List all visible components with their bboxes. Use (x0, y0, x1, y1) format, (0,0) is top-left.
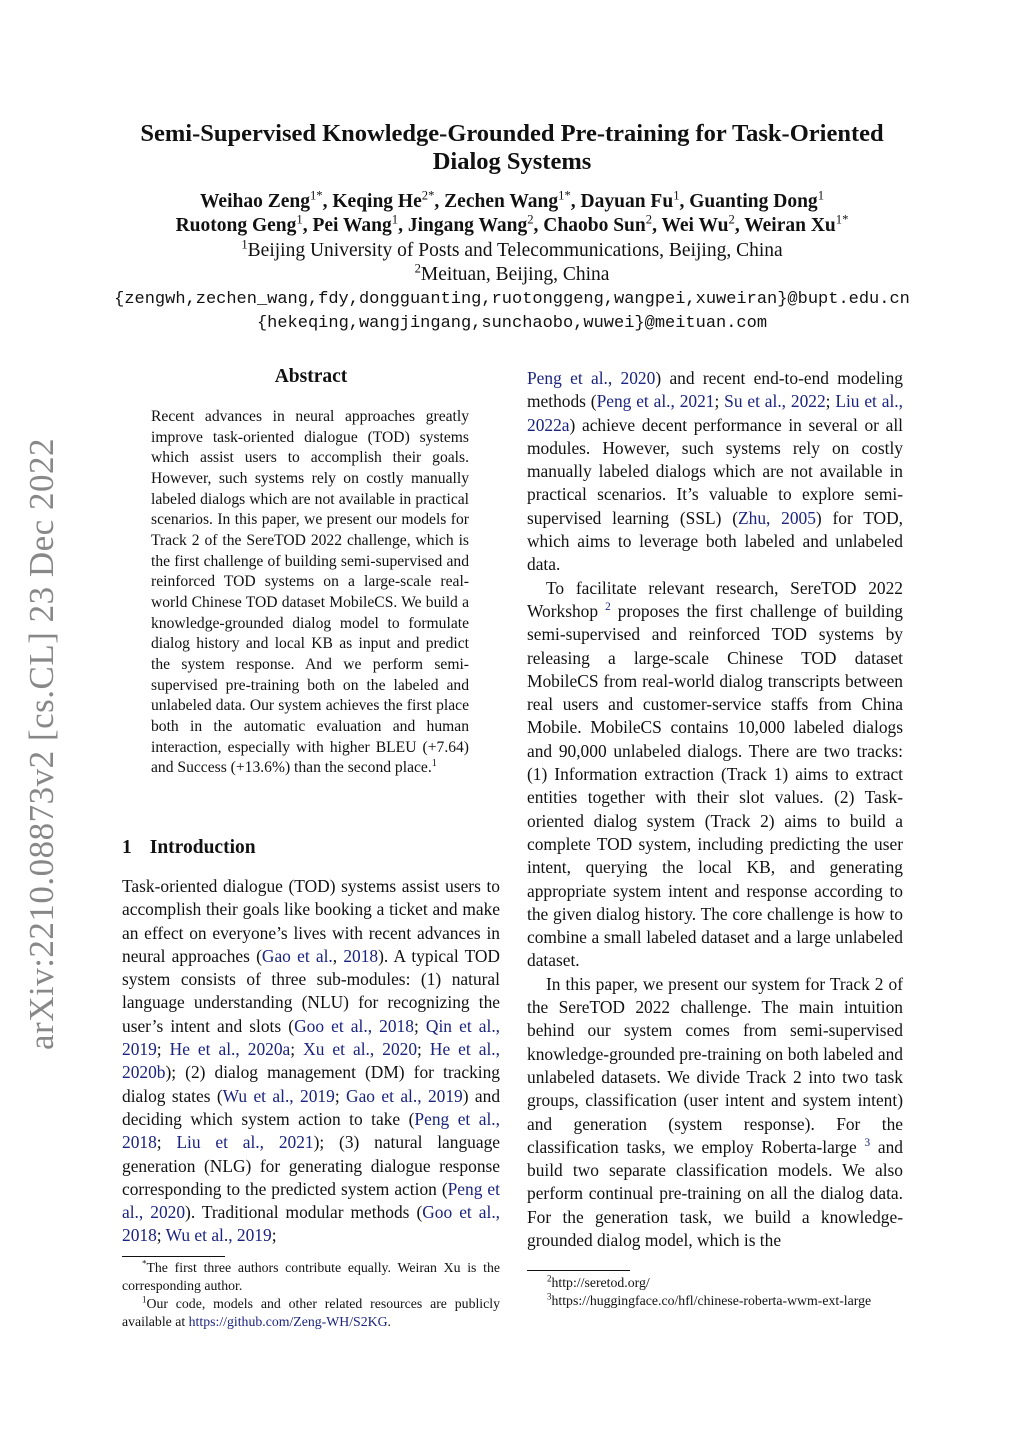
text-run: Task-oriented dialogue (TOD) systems assist users to accomplish their goals like booking a ticket and make an effect on everyone’s lives with recent advances in neural approaches ( (122, 876, 500, 966)
affiliation-1 (60, 239, 964, 263)
citation-link[interactable]: Gao et al., 2019 (346, 1085, 463, 1106)
author-line (60, 214, 964, 238)
citation-link[interactable]: Qin et al., 2019 (122, 1015, 501, 1060)
text-run: ; (825, 391, 836, 412)
text-run: ; (417, 1039, 430, 1060)
author-name: , Guanting Dong (679, 191, 818, 212)
author-name: , Weiran Xu (734, 215, 836, 236)
text-run: , (332, 945, 344, 966)
citation-link[interactable]: Peng et al., 2020 (527, 368, 656, 388)
author-affiliation-mark: 1 (817, 188, 825, 203)
abstract-heading: Abstract (274, 366, 348, 387)
author-affiliation-mark: 2 (645, 212, 653, 227)
citation-link[interactable]: Goo et al., 2018 (294, 1015, 414, 1036)
author-name: , Dayuan Fu (570, 191, 674, 212)
text-run: Recent advances in neural approaches greatly improve task-oriented dialogue (TOD) systems which assist users to accomplish their goals. However, such systems rely on costly manually labeled dialogs which are not available in practical scenarios. In this paper, we present our models for Track 2 of the SereTOD 2022 challenge, which is the first challenge of building semi-supervised and reinforced TOD systems on a large-scale real-world Chinese TOD dataset MobileCS. We build a knowledge-grounded dialog model to formulate dialog history and local KB as input and predict the system response. And we perform semi-supervised pre-training both on the labeled and unlabeled data. Our system achieves the first place both in the automatic evaluation and human interaction, especially with higher BLEU (+7.64) and Success (+13.6%) than the second place. (151, 408, 469, 777)
footnotes-right (527, 1274, 903, 1310)
paragraph (527, 367, 903, 577)
paragraph (527, 1274, 903, 1292)
citation-link[interactable]: 2018 (343, 945, 379, 966)
text-run: ). Traditional modular methods ( (185, 1202, 423, 1223)
affiliation-2 (60, 263, 964, 287)
citation-link[interactable]: Liu et al., 2022a (527, 391, 903, 435)
paragraph (527, 973, 903, 1253)
text-run: ); (2) dialog management (DM) for tracking dialog states ( (122, 1062, 500, 1106)
author-name: , Pei Wang (302, 215, 392, 236)
author-list (60, 190, 964, 238)
author-name: , Jingang Wang (398, 215, 528, 236)
citation-link[interactable]: https://github.com/Zeng-WH/S2KG (188, 1314, 388, 1329)
author-name: Ruotong Geng (175, 215, 297, 236)
citation-link[interactable]: Goo et al., 2018 (122, 1202, 501, 1246)
text-run: . (387, 1314, 391, 1329)
footnote-rule (527, 1270, 630, 1271)
text-run: ) and recent end-to-end modeling methods ( (527, 368, 903, 412)
text-run: https://huggingface.co/hfl/chinese-roberta-wwm-ext-large (551, 1293, 872, 1308)
author-affiliation-mark: 2* (421, 188, 435, 203)
aff-sup: 2 (414, 261, 421, 276)
text-run: ; (156, 1225, 166, 1246)
section-number: 1 (122, 837, 132, 858)
paragraph (527, 577, 903, 973)
text-run: Our code, models and other related resources are publicly available at (122, 1296, 500, 1329)
author-name: , Keqing He (322, 191, 422, 212)
author-affiliation-mark: 1 (673, 188, 680, 203)
citation-link[interactable]: Peng et al., 2020 (122, 1178, 500, 1223)
citation-link[interactable]: Su et al., 2022 (724, 391, 826, 412)
aff-text: Meituan, Beijing, China (420, 264, 610, 285)
left-column-body (122, 875, 500, 1248)
citation-link[interactable]: Peng et al., 2018 (122, 1108, 500, 1153)
citation-link[interactable]: Xu et al., 2020 (303, 1039, 418, 1060)
citation-link[interactable]: Wu et al., 2019 (222, 1085, 335, 1106)
title-line: Semi-Supervised Knowledge-Grounded Pre-training for Task-Oriented (140, 120, 884, 147)
author-affiliation-mark: 1* (835, 212, 849, 227)
arxiv-identifier: arXiv:2210.08873v2 [cs.CL] 23 Dec 2022 (22, 438, 61, 1050)
email-line-2: {hekeqing,wangjingang,sunchaobo,wuwei}@meituan.com (256, 314, 768, 333)
footnote-ref-link[interactable]: 2 (605, 601, 611, 614)
text-run: ) achieve decent performance in several or all modules. However, such systems rely on costly manually labeled dialogs which are not available in practical scenarios. It’s valuable to explore semi-supervised learning (SSL) ( (527, 414, 903, 528)
footnote-mark: 2 (547, 1273, 552, 1284)
footnote-mark: * (142, 1258, 147, 1269)
text-run: To facilitate relevant research, SereTOD 2022 Workshop (527, 577, 903, 621)
section-title: Introduction (149, 837, 256, 858)
author-name: , Zechen Wang (434, 191, 559, 212)
citation-link[interactable]: He et al., 2020a (169, 1039, 291, 1060)
right-column-body (527, 367, 903, 1252)
text-run: proposes the first challenge of building semi-supervised and reinforced TOD systems by releasing a large-scale Chinese TOD dataset MobileCS from real-world dialog transcripts between real users and customer-service staffs from China Mobile. MobileCS contains 10,000 labeled dialogs and 90,000 unlabeled dialogs. There are two tracks: (1) Information extraction (Track 1) aims to extract entities together with their slot values. (2) Task-oriented dialog system (Track 2) aims to build a complete TOD system, including predicting the user intent, querying the local KB, and generating appropriate system intent and response according to the given dialog history. The core challenge is how to combine a small labeled dataset and a large unlabeled dataset. (527, 600, 903, 971)
text-run: ) for TOD, which aims to leverage both labeled and unlabeled data. (527, 507, 903, 575)
aff-text: Beijing University of Posts and Telecommunications, Beijing, China (247, 240, 783, 261)
author-affiliation-mark: 1 (391, 212, 399, 227)
text-run: ) and deciding which system action to take ( (122, 1085, 501, 1129)
author-affiliation-mark: 1* (558, 188, 571, 203)
abstract-text (151, 407, 469, 779)
paper-title (100, 120, 924, 176)
footnote-rule (122, 1256, 225, 1257)
footnote-mark: 1 (431, 757, 437, 769)
footnote-mark: 1 (142, 1294, 147, 1305)
author-affiliation-mark: 1* (309, 188, 323, 203)
text-run: ; (156, 1132, 177, 1153)
citation-link[interactable]: Liu et al., 2021 (176, 1132, 314, 1153)
author-affiliation-mark: 2 (728, 212, 735, 227)
aff-sup: 1 (241, 237, 248, 252)
paragraph (122, 1295, 500, 1331)
paragraph (122, 1259, 500, 1295)
citation-link[interactable]: Wu et al., 2019 (165, 1225, 272, 1246)
section-heading-introduction (122, 837, 256, 859)
text-run: ; (714, 391, 725, 412)
footnote-mark: 3 (547, 1291, 552, 1302)
author-name: Weihao Zeng (199, 191, 310, 212)
text-run: The first three authors contribute equally. Weiran Xu is the corresponding author. (122, 1260, 500, 1293)
author-name: , Wei Wu (652, 215, 729, 236)
author-affiliation-mark: 2 (527, 212, 534, 227)
text-run: ; (290, 1039, 304, 1060)
citation-link[interactable]: Gao et al. (261, 945, 333, 966)
text-run: ). A typical TOD system consists of three sub-modules: (1) natural language understanding (NLU) for recognizing the user’s intent and slots ( (122, 945, 500, 1036)
text-run: ; (413, 1015, 426, 1036)
author-line (60, 190, 964, 214)
author-affiliation-mark: 1 (296, 212, 303, 227)
text-run: ); (3) natural language generation (NLG) for generating dialogue response corresponding to the predicted system action ( (122, 1132, 500, 1199)
text-run: ; (271, 1225, 277, 1246)
email-line-1: {zengwh,zechen_wang,fdy,dongguanting,ruotonggeng,wangpei,xuweiran}@bupt.edu.cn (114, 290, 910, 309)
paragraph (527, 1292, 903, 1310)
author-name: , Chaobo Sun (533, 215, 646, 236)
text-run: ; (156, 1039, 170, 1060)
text-run: and build two separate classification models. We also perform continual pre-training on all the dialog data. For the generation task, we build a knowledge-grounded dialog model, which is the (527, 1136, 903, 1250)
text-run: ; (334, 1085, 347, 1106)
text-run: In this paper, we present our system for Track 2 of the SereTOD 2022 challenge. The main intuition behind our system comes from semi-supervised knowledge-grounded pre-training on both labeled and unlabeled datasets. We divide Track 2 into two task groups, classification (user intent and system intent) and generation (system response). For the classification tasks, we employ Roberta-large (527, 973, 903, 1157)
footnotes-left (122, 1259, 500, 1331)
citation-link[interactable]: He et al., 2020b (122, 1039, 501, 1083)
title-line: Dialog Systems (432, 148, 592, 175)
citation-link[interactable]: Peng et al., 2021 (596, 391, 715, 412)
footnote-ref-link[interactable]: 3 (864, 1137, 871, 1149)
text-run: http://seretod.org/ (551, 1275, 650, 1290)
citation-link[interactable]: Zhu, 2005 (738, 507, 816, 528)
paragraph (122, 875, 500, 1248)
